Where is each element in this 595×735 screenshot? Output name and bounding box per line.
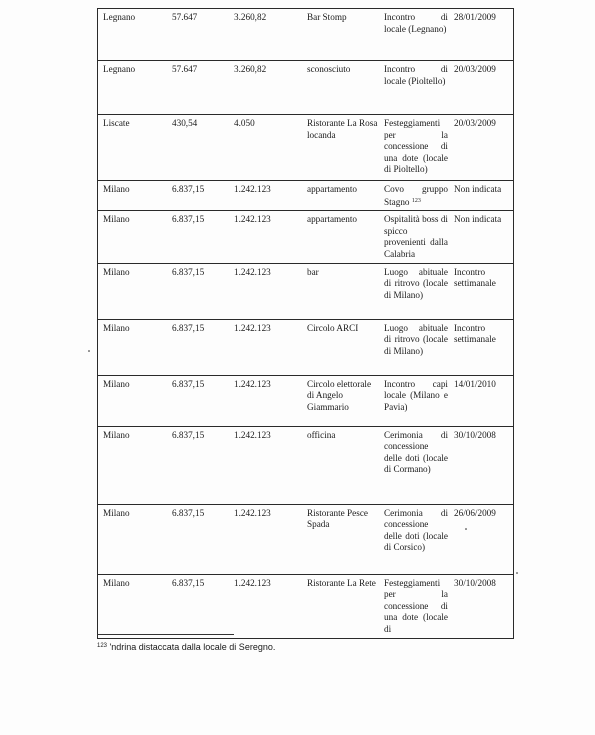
table-row bbox=[98, 574, 514, 638]
cell-superficie bbox=[169, 319, 231, 375]
cell-abitanti bbox=[231, 319, 304, 375]
cell-luogo bbox=[304, 574, 381, 638]
cell-superficie bbox=[169, 61, 231, 115]
cell-luogo bbox=[304, 504, 381, 574]
cell-data bbox=[451, 574, 514, 638]
cell-data bbox=[451, 9, 514, 61]
cell-data-text: 30/10/2008 bbox=[454, 577, 496, 588]
cell-data-text: Non indicata bbox=[454, 184, 502, 194]
cell-luogo bbox=[304, 115, 381, 181]
cell-motivo-text: Ospitalità boss di spicco provenienti dalla Calabria bbox=[384, 214, 448, 259]
footnote bbox=[97, 642, 275, 652]
table-row bbox=[98, 181, 514, 211]
cell-abitanti-text: 1.242.123 bbox=[234, 266, 271, 277]
cell-motivo bbox=[381, 61, 451, 115]
footnote-text: 'ndrina distaccata dalla locale di Seregno. bbox=[107, 642, 276, 652]
cell-motivo-text: Cerimonia di concessione delle doti (locale di Cormano) bbox=[384, 429, 448, 475]
footnote-number: 123 bbox=[97, 643, 108, 649]
cell-data-text: 30/10/2008 bbox=[454, 429, 496, 440]
cell-abitanti bbox=[231, 574, 304, 638]
cell-superficie bbox=[169, 181, 231, 211]
cell-comune-text: Liscate bbox=[103, 118, 130, 128]
cell-luogo-text: Ristorante La Rosa locanda bbox=[307, 118, 378, 140]
cell-luogo bbox=[304, 319, 381, 375]
cell-abitanti-text: 1.242.123 bbox=[234, 378, 271, 389]
cell-abitanti bbox=[231, 115, 304, 181]
cell-luogo-text: Bar Stomp bbox=[307, 12, 347, 22]
footnote-separator bbox=[97, 634, 234, 635]
cell-superficie-text: 6.837,15 bbox=[172, 429, 205, 440]
table-row bbox=[98, 426, 514, 504]
cell-comune bbox=[98, 263, 170, 319]
cell-data-text: Non indicata bbox=[454, 214, 502, 225]
cell-superficie-text: 6.837,15 bbox=[172, 266, 205, 277]
cell-comune bbox=[98, 375, 170, 426]
cell-comune bbox=[98, 211, 170, 263]
cell-abitanti-text: 1.242.123 bbox=[234, 184, 271, 194]
cell-motivo-text: Covo gruppo Stagno bbox=[384, 184, 448, 207]
cell-luogo-text: sconosciuto bbox=[307, 64, 351, 74]
cell-data-text: 20/03/2009 bbox=[454, 118, 496, 128]
cell-motivo bbox=[381, 504, 451, 574]
cell-motivo bbox=[381, 574, 451, 638]
table-row bbox=[98, 504, 514, 574]
cell-superficie bbox=[169, 9, 231, 61]
cell-motivo-text: Luogo abituale di ritrovo (locale di Milano) bbox=[384, 266, 448, 300]
cell-data-text: 14/01/2010 bbox=[454, 378, 496, 389]
cell-abitanti bbox=[231, 9, 304, 61]
cell-comune-text: Milano bbox=[103, 184, 130, 194]
cell-data bbox=[451, 426, 514, 504]
cell-data bbox=[451, 319, 514, 375]
cell-abitanti-text: 1.242.123 bbox=[234, 214, 271, 225]
cell-data-text: Incontro settimanale bbox=[454, 322, 496, 345]
cell-abitanti-text: 1.242.123 bbox=[234, 577, 271, 588]
cell-data bbox=[451, 375, 514, 426]
cell-superficie-text: 57.647 bbox=[172, 12, 198, 22]
cell-motivo-text: Festeggiamenti per la concessione di una dote (locale di bbox=[384, 577, 448, 634]
cell-luogo-text: Ristorante Pesce Spada bbox=[307, 507, 368, 530]
cell-comune bbox=[98, 319, 170, 375]
cell-luogo-text: appartamento bbox=[307, 184, 357, 194]
cell-superficie-text: 6.837,15 bbox=[172, 184, 205, 194]
cell-superficie bbox=[169, 211, 231, 263]
cell-motivo bbox=[381, 9, 451, 61]
cell-data-text: 28/01/2009 bbox=[454, 12, 496, 22]
cell-motivo bbox=[381, 263, 451, 319]
cell-luogo-text: Ristorante La Rete bbox=[307, 577, 376, 588]
cell-data-text: Incontro settimanale bbox=[454, 266, 496, 289]
cell-luogo-text: bar bbox=[307, 266, 319, 277]
cell-abitanti bbox=[231, 263, 304, 319]
cell-luogo bbox=[304, 61, 381, 115]
table-body bbox=[98, 9, 514, 639]
cell-motivo bbox=[381, 375, 451, 426]
cell-data-text: 26/06/2009 bbox=[454, 507, 496, 518]
locations-table bbox=[97, 8, 514, 639]
cell-comune-text: Milano bbox=[103, 266, 130, 277]
cell-data bbox=[451, 263, 514, 319]
cell-superficie-text: 6.837,15 bbox=[172, 322, 205, 333]
cell-superficie bbox=[169, 574, 231, 638]
footnote-reference[interactable]: 123 bbox=[411, 197, 421, 204]
cell-superficie-text: 6.837,15 bbox=[172, 507, 205, 518]
cell-data bbox=[451, 504, 514, 574]
table-row bbox=[98, 115, 514, 181]
cell-comune-text: Legnano bbox=[103, 64, 136, 74]
cell-superficie bbox=[169, 115, 231, 181]
cell-abitanti-text: 4.050 bbox=[234, 118, 255, 128]
cell-data bbox=[451, 211, 514, 263]
table-row bbox=[98, 319, 514, 375]
cell-comune-text: Milano bbox=[103, 429, 130, 440]
cell-data bbox=[451, 115, 514, 181]
cell-abitanti-text: 1.242.123 bbox=[234, 507, 271, 518]
cell-comune-text: Milano bbox=[103, 214, 130, 225]
cell-comune-text: Milano bbox=[103, 378, 130, 389]
cell-abitanti-text: 3.260,82 bbox=[234, 12, 267, 22]
cell-comune bbox=[98, 181, 170, 211]
cell-superficie bbox=[169, 504, 231, 574]
cell-luogo-text: Circolo ARCI bbox=[307, 322, 359, 333]
cell-superficie bbox=[169, 426, 231, 504]
cell-data bbox=[451, 61, 514, 115]
cell-motivo bbox=[381, 181, 451, 211]
table-row bbox=[98, 61, 514, 115]
cell-luogo-text: appartamento bbox=[307, 214, 357, 225]
cell-comune bbox=[98, 504, 170, 574]
cell-motivo bbox=[381, 115, 451, 181]
cell-motivo-text: Incontro capi locale (Milano e Pavia) bbox=[384, 378, 448, 412]
scan-speck bbox=[465, 528, 467, 530]
cell-motivo bbox=[381, 319, 451, 375]
table-row bbox=[98, 263, 514, 319]
cell-luogo-text: officina bbox=[307, 429, 336, 440]
cell-comune bbox=[98, 426, 170, 504]
cell-motivo-text: Luogo abituale di ritrovo (locale di Milano) bbox=[384, 322, 448, 356]
cell-comune-text: Milano bbox=[103, 507, 130, 518]
cell-comune bbox=[98, 61, 170, 115]
cell-motivo-text: Festeggiamenti per la concessione di una dote (locale di Pioltello) bbox=[384, 118, 448, 175]
cell-luogo bbox=[304, 211, 381, 263]
scan-speck bbox=[516, 572, 518, 574]
cell-superficie bbox=[169, 263, 231, 319]
cell-luogo bbox=[304, 263, 381, 319]
scan-speck bbox=[88, 350, 90, 352]
cell-superficie-text: 6.837,15 bbox=[172, 577, 205, 588]
cell-abitanti bbox=[231, 426, 304, 504]
cell-superficie-text: 6.837,15 bbox=[172, 214, 205, 225]
cell-abitanti bbox=[231, 61, 304, 115]
cell-abitanti-text: 1.242.123 bbox=[234, 429, 271, 440]
cell-luogo-text: Circolo elettorale di Angelo Giammario bbox=[307, 378, 372, 412]
cell-superficie-text: 430,54 bbox=[172, 118, 198, 128]
cell-abitanti bbox=[231, 375, 304, 426]
cell-luogo bbox=[304, 9, 381, 61]
cell-motivo bbox=[381, 426, 451, 504]
cell-abitanti bbox=[231, 504, 304, 574]
cell-luogo bbox=[304, 375, 381, 426]
cell-luogo bbox=[304, 426, 381, 504]
cell-motivo-text: Incontro di locale (Pioltello) bbox=[384, 64, 448, 86]
cell-comune-text: Legnano bbox=[103, 12, 136, 22]
cell-abitanti-text: 3.260,82 bbox=[234, 64, 267, 74]
cell-data bbox=[451, 181, 514, 211]
cell-luogo bbox=[304, 181, 381, 211]
table-row bbox=[98, 9, 514, 61]
cell-comune bbox=[98, 115, 170, 181]
table-row bbox=[98, 375, 514, 426]
table-row bbox=[98, 211, 514, 263]
cell-data-text: 20/03/2009 bbox=[454, 64, 496, 74]
cell-superficie-text: 57.647 bbox=[172, 64, 198, 74]
cell-abitanti bbox=[231, 211, 304, 263]
cell-motivo-text: Incontro di locale (Legnano) bbox=[384, 12, 448, 34]
cell-motivo-text: Cerimonia di concessione delle doti (locale di Corsico) bbox=[384, 507, 448, 553]
cell-comune-text: Milano bbox=[103, 322, 130, 333]
cell-abitanti-text: 1.242.123 bbox=[234, 322, 271, 333]
cell-comune-text: Milano bbox=[103, 577, 130, 588]
cell-abitanti bbox=[231, 181, 304, 211]
cell-superficie-text: 6.837,15 bbox=[172, 378, 205, 389]
cell-superficie bbox=[169, 375, 231, 426]
cell-comune bbox=[98, 9, 170, 61]
cell-comune bbox=[98, 574, 170, 638]
cell-motivo bbox=[381, 211, 451, 263]
